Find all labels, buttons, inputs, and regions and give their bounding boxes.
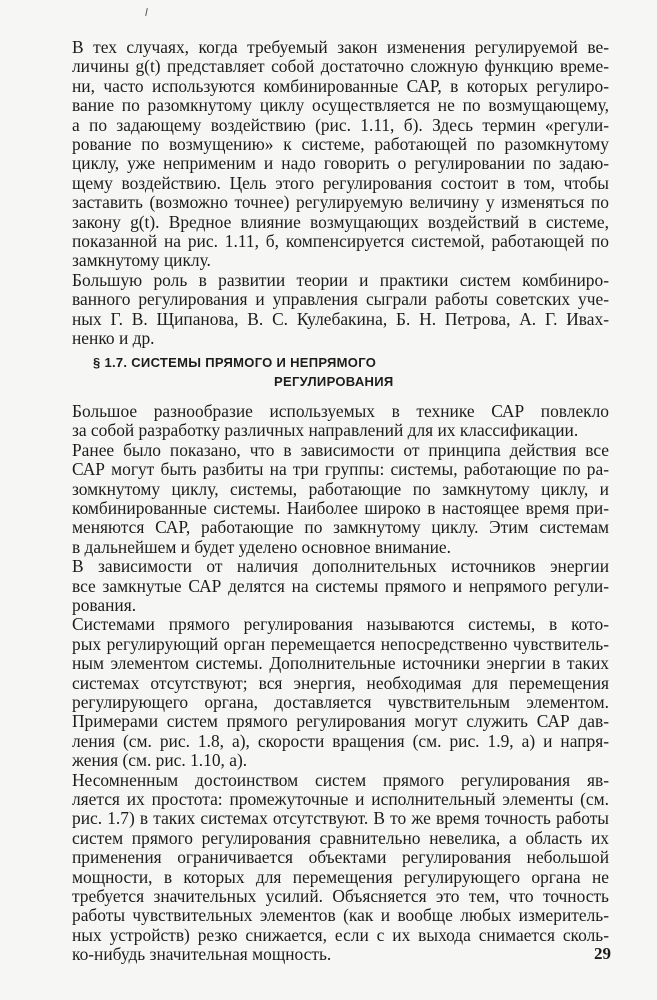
text-line: регулирующего органа, доставляется чувствительным элементом. [72, 693, 609, 712]
text-line: ванного регулирования и управления сыграли работы советских уче- [72, 290, 609, 310]
text-line: ных Г. В. Щипанова, В. С. Кулебакина, Б. Н. Петрова, А. Г. Ивах- [72, 309, 609, 329]
text-line: замкнутому циклу. [72, 251, 211, 271]
text-line: все замкнутые САР делятся на системы прямого и непрямого регули- [72, 576, 609, 596]
text-line: В зависимости от наличия дополнительных источников энергии [72, 557, 609, 577]
text-line: меняются САР, работающие по замкнутому циклу. Этим системам [72, 518, 609, 538]
text-line: применения ограничивается объектами регулирования небольшой [72, 848, 609, 868]
text-line: рых регулирующий орган перемещается непосредственно чувствитель- [72, 634, 609, 654]
text-line: заставить (возможно точнее) регулируемую величину y изменяться по [72, 193, 609, 213]
text-line: циклу, уже неприменим и надо говорить о регулировании по задаю- [72, 154, 609, 174]
text-line: комбинированные системы. Наиболее широко в настоящее время при- [72, 499, 609, 518]
text-line: личины g(t) представляет собой достаточно сложную функцию време- [72, 57, 609, 77]
text-line: за собой разработку различных направлений для их классификации. [72, 421, 579, 441]
text-line: показанной на рис. 1.11, б, компенсируется системой, работающей по [72, 232, 609, 251]
text-line: мощности, в которых для перемещения регулирующего органа не [72, 867, 609, 887]
text-line: системах отсутствуют; вся энергия, необходимая для перемещения [72, 673, 609, 693]
text-line: вание по разомкнутому циклу осуществляется не по возмущающему, [72, 96, 609, 116]
section-heading-line-2: РЕГУЛИРОВАНИЯ [274, 374, 394, 389]
text-line: ненко и др. [72, 329, 155, 348]
text-line: требуется значительных усилий. Объясняется это тем, что точность [72, 887, 609, 906]
text-line: ни, часто используются комбинированные САР, в которых регулиро- [72, 76, 609, 96]
text-line: ных устройств) резко снижается, если с их выхода снимается сколь- [72, 925, 609, 945]
text-line: а по задающему воздействию (рис. 1.11, б). Здесь термин «регули- [72, 115, 609, 135]
text-line: Ранее было показано, что в зависимости от принципа действия все [72, 440, 609, 460]
text-line: рования. [72, 596, 137, 615]
section-heading-line-1: § 1.7. СИСТЕМЫ ПРЯМОГО И НЕПРЯМОГО [93, 355, 377, 370]
text-line: Системами прямого регулирования называются системы, в кото- [72, 615, 609, 635]
text-line: работы чувствительных элементов (как и вообще любых измеритель- [72, 906, 609, 926]
text-line: рование по возмущению» к системе, работающей по разомкнутому [72, 135, 609, 154]
text-line: зомкнутому циклу, системы, работающие по замкнутому циклу, и [72, 479, 609, 499]
text-line: САР могут быть разбиты на три группы: системы, работающие по ра- [72, 460, 609, 480]
text-line: жения (см. рис. 1.10, а). [72, 751, 248, 771]
text-line: закону g(t). Вредное влияние возмущающих воздействий в системе, [72, 212, 609, 232]
page-number: 29 [594, 944, 611, 963]
text-line: ко-нибудь значительная мощность. [72, 945, 332, 965]
text-line: Примерами систем прямого регулирования могут служить САР дав- [72, 712, 609, 732]
text-line: щему воздействию. Цель этого регулирования состоит в том, чтобы [72, 173, 609, 193]
text-line: систем прямого регулирования сравнительно невелика, а область их [72, 828, 609, 848]
text-line: рис. 1.7) в таких системах отсутствуют. В то же время точность работы [72, 809, 609, 829]
text-line: ным элементом системы. Дополнительные источники энергии в таких [72, 654, 609, 674]
text-line: Большое разнообразие используемых в технике САР повлекло [72, 402, 609, 421]
text-line: Большую роль в развитии теории и практики систем комбиниро- [72, 270, 609, 290]
text-line: ления (см. рис. 1.8, а), скорости вращения (см. рис. 1.9, а) и напря- [72, 731, 609, 751]
text-line: в дальнейшем и будет уделено основное внимание. [72, 537, 452, 557]
text-line: ляется их простота: промежуточные и исполнительный элементы (см. [72, 790, 609, 809]
text-line: В тех случаях, когда требуемый закон изменения регулируемой ве- [72, 38, 609, 57]
print-mark [145, 8, 148, 16]
text-line: Несомненным достоинством систем прямого регулирования яв- [72, 770, 609, 790]
